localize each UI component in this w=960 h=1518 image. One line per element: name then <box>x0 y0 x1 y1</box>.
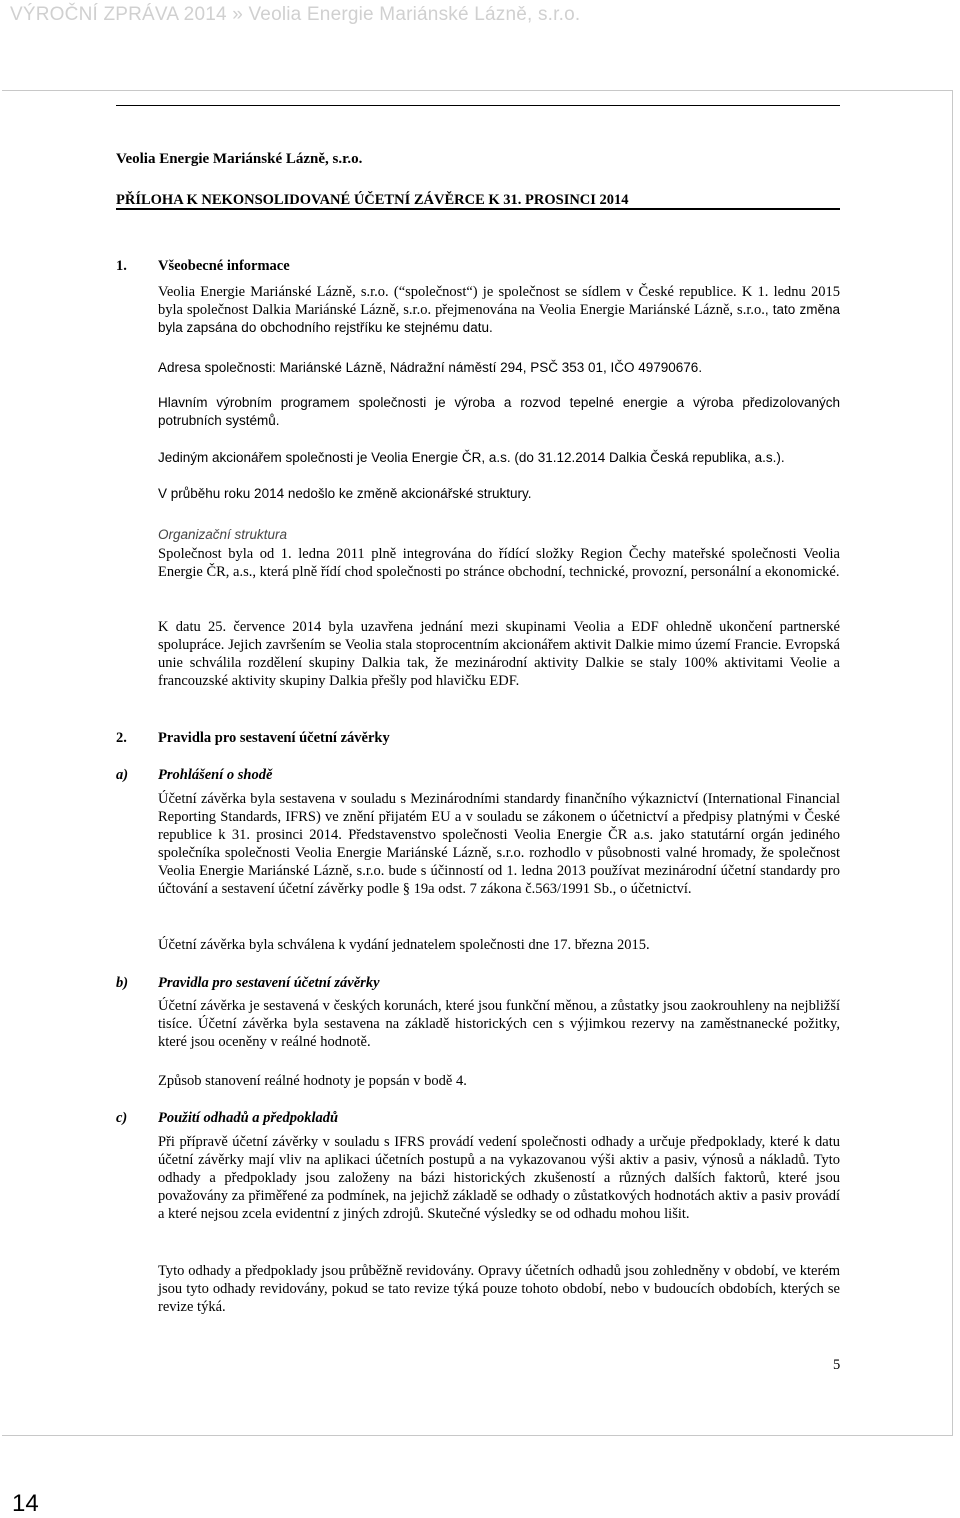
subsection-a-label: a) <box>116 767 129 783</box>
company-name: Veolia Energie Mariánské Lázně, s.r.o. <box>116 151 363 167</box>
top-rule <box>116 105 840 106</box>
section1-intro-paragraph <box>158 283 840 337</box>
partnership-text: K datu 25. července 2014 byla uzavřena jednání mezi skupinami Veolia a EDF ohledně ukončení partnerské spolupráce. Jejich završením se Veolia stala stoprocentním akcionářem aktivit Dalkie mimo území Francie. Evropská unie schválila rozdělení skupiny Dalkia tak, že mezinárodní aktivity Dalkie se staly 100% aktivitami Veolie a francouzské aktivity skupiny Dalkia přešly pod hlavičku EDF. <box>158 619 840 689</box>
sole-shareholder: Jediným akcionářem společnosti je Veolia Energie ČR, a.s. (do 31.12.2014 Dalkia Česká republika, a.s.). <box>158 450 785 465</box>
subsection-a-paragraph: Účetní závěrka byla sestavena v souladu s Mezinárodními standardy finančního výkaznictví (International Financial Reporting Standards, IFRS) ve znění přijatém EU a v souladu se zákonem o účetnictví a předpisy platnými v České republice k 31. prosinci 2014. Představenstvo společnosti Veolia Energie ČR a.s. jako statutární orgán jediného společníka společnosti Veolia Energie Mariánské Lázně, s.r.o. rozhodlo v působnosti valné hromady, že společnost Veolia Energie Mariánské Lázně, s.r.o. bude s účinností od 1. ledna 2013 používat mezinárodní účetní standardy pro účtování a sestavení účetní závěrky podle § 19a odst. 7 zákona č.563/1991 Sb., o účetnictví. <box>158 791 840 897</box>
document-subtitle: PŘÍLOHA K NEKONSOLIDOVANÉ ÚČETNÍ ZÁVĚRCE K 31. PROSINCI 2014 <box>116 192 629 208</box>
subsection-c-paragraph: Při přípravě účetní závěrky v souladu s IFRS provádí vedení společnosti odhady a určuje předpoklady, které k datu účetní závěrky mají vliv na aplikaci účetních postupů a na vykazovanou výši aktiv a pasiv, výnosů a nákladů. Tyto odhady a předpoklady jsou založeny na bázi historických zkušeností a různých dalších faktorů, které jsou považovány za přiměřené za podmínek, na jejichž základě se odhady o zůstatkových hodnotách aktiv a pasiv provádí a které nejsou zcela evidentní z jiných zdrojů. Skutečné výsledky se od odhadu mohou lišit. <box>158 1134 840 1222</box>
subsection-c-revisions: Tyto odhady a předpoklady jsou průběžně revidovány. Opravy účetních odhadů jsou zohledněny v období, ve kterém jsou tyto odhady revidovány, pokud se tato revize týká pouze tohoto období, nebo v budoucích obdobích, kterých se revize týká. <box>158 1263 840 1315</box>
section2-number: 2. <box>116 730 127 746</box>
subsection-b-title: Pravidla pro sestavení účetní závěrky <box>158 975 380 991</box>
subsection-a-approval: Účetní závěrka byla schválena k vydání jednatelem společnosti dne 17. března 2015. <box>158 937 650 953</box>
intro-text-tail: , tato změna byla zapsána do obchodního rejstříku ke stejnému datu. <box>158 302 840 335</box>
main-program: Hlavním výrobním programem společnosti je výroba a rozvod tepelné energie a výroba předizolovaných potrubních systémů. <box>158 395 840 428</box>
section1-number: 1. <box>116 258 127 274</box>
page-number: 5 <box>833 1357 841 1373</box>
report-header-title: VÝROČNÍ ZPRÁVA 2014 » Veolia Energie Mariánské Lázně, s.r.o. <box>10 4 581 25</box>
org-structure-text: Společnost byla od 1. ledna 2011 plně integrována do řídící složky Region Čechy mateřské společnosti Veolia Energie ČR, a.s., která plně řídí chod společnosti po stránce obchodní, technické, provozní, personální a ekonomické. <box>158 546 840 580</box>
subtitle-rule <box>116 208 840 210</box>
subsection-b-label: b) <box>116 975 129 991</box>
intro-text-main: Veolia Energie Mariánské Lázně, s.r.o. (“společnost“) je společnost se sídlem v České republice. K 1. lednu 2015 byla společnost Dalkia Mariánské Lázně, s.r.o. přejmenována na Veolia Energie Mariánské Lázně, s.r.o. <box>158 284 840 318</box>
company-address: Adresa společnosti: Mariánské Lázně, Nádražní náměstí 294, PSČ 353 01, IČO 49790676. <box>158 360 703 375</box>
section1-title: Všeobecné informace <box>158 258 290 274</box>
report-page-number: 14 <box>12 1490 39 1517</box>
org-structure-heading: Organizační struktura <box>158 527 288 542</box>
subsection-a-title: Prohlášení o shodě <box>158 767 273 783</box>
subsection-b-paragraph: Účetní závěrka je sestavená v českých korunách, které jsou funkční měnou, a zůstatky jsou zaokrouhleny na nejbližší tisíce. Účetní závěrka byla sestavena na základě historických cen s výjimkou rezervy na zaměstnanecké požitky, které jsou oceněny v reálné hodnotě. <box>158 998 840 1050</box>
section2-title: Pravidla pro sestavení účetní závěrky <box>158 730 390 746</box>
no-shareholder-change: V průběhu roku 2014 nedošlo ke změně akcionářské struktury. <box>158 486 532 501</box>
subsection-b-fair-value: Způsob stanovení reálné hodnoty je popsán v bodě 4. <box>158 1073 467 1089</box>
subsection-c-label: c) <box>116 1110 128 1126</box>
subsection-c-title: Použití odhadů a předpokladů <box>158 1110 339 1126</box>
